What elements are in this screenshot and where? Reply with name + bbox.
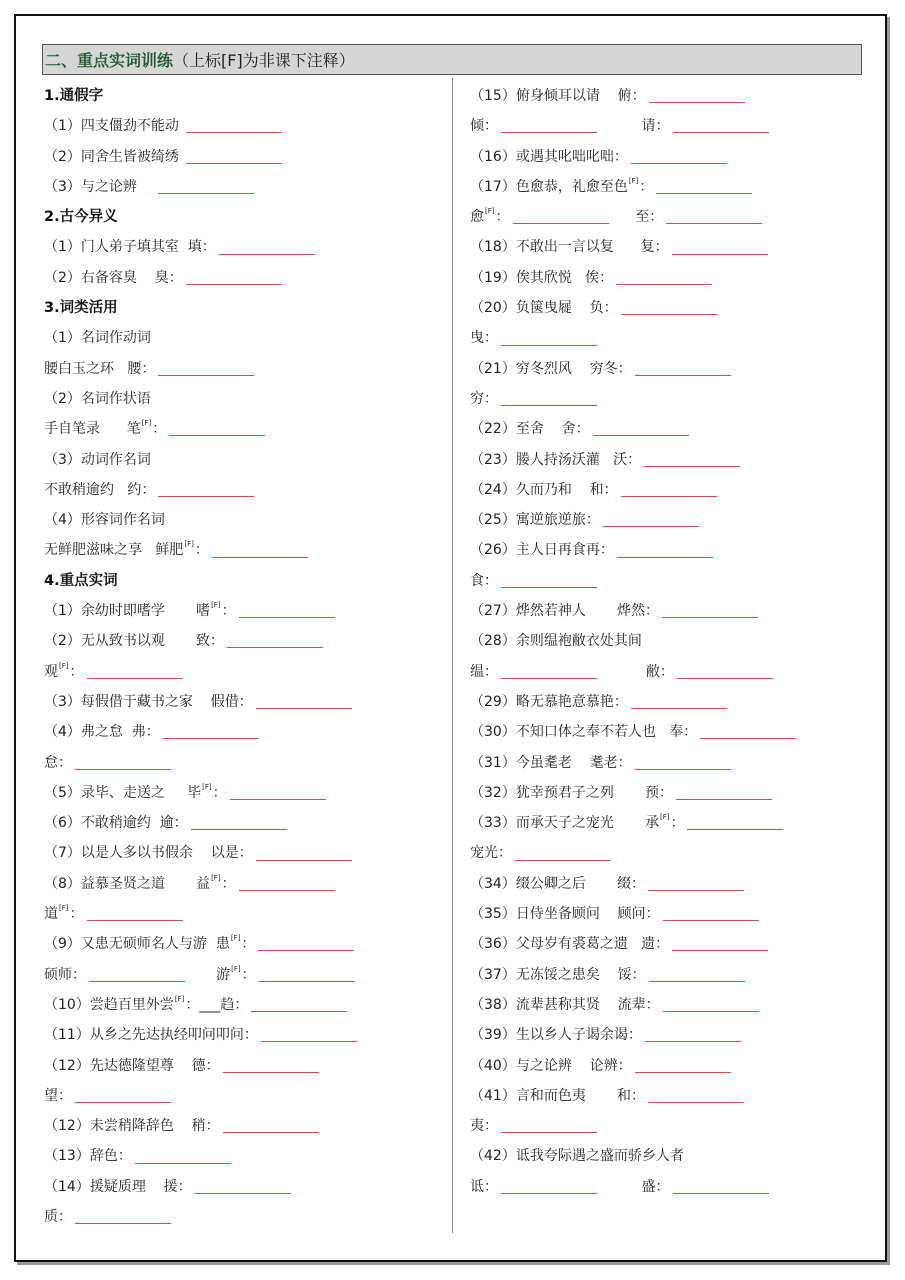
line-text: （15）俯身倾耳以请 俯：: [470, 88, 646, 104]
answer-blank[interactable]: [89, 968, 185, 982]
exercise-line: [470, 899, 870, 929]
line-text: （30）不知口体之奉不若人也 奉：: [470, 724, 698, 741]
line-text: （1）名词作动词: [44, 330, 151, 347]
line-text: （1）门人弟子填其室 填：: [44, 239, 216, 256]
answer-blank[interactable]: [261, 1028, 357, 1042]
exercise-line: [44, 687, 444, 717]
answer-blank[interactable]: [593, 422, 689, 436]
line-text: （39）生以乡人子谒余谒：: [470, 1027, 642, 1044]
line-text: （42）诋我夸际遇之盛而骄乡人者: [470, 1148, 684, 1165]
answer-blank[interactable]: [186, 150, 282, 164]
answer-blank[interactable]: [672, 937, 768, 951]
exercise-line: [470, 566, 870, 596]
line-text: （9）又患无硕师名人与游 患: [44, 936, 230, 953]
line-text: ：: [241, 966, 256, 983]
answer-blank[interactable]: [259, 968, 355, 982]
exercise-line: [44, 1020, 444, 1050]
line-text: 敝：: [597, 663, 674, 680]
subsection-heading: [44, 81, 444, 111]
column-divider: [452, 78, 453, 1233]
answer-blank[interactable]: [223, 1119, 319, 1133]
line-text: 盛：: [597, 1178, 670, 1195]
answer-blank[interactable]: [501, 332, 597, 346]
exercise-line: [44, 505, 444, 535]
line-text: （25）寓逆旅逆旅：: [470, 512, 600, 529]
line-text: 请：: [597, 118, 670, 135]
exercise-line: [44, 626, 444, 656]
answer-blank[interactable]: [631, 150, 727, 164]
exercise-line: [470, 1020, 870, 1050]
answer-blank[interactable]: [649, 89, 745, 103]
line-text: （2）同舍生皆被绮绣: [44, 148, 184, 165]
line-text: 宠光：: [470, 845, 512, 862]
answer-blank[interactable]: [687, 816, 783, 830]
answer-blank[interactable]: [230, 786, 326, 800]
answer-blank[interactable]: [256, 695, 352, 709]
line-text: （23）媵人持汤沃灌 沃：: [470, 451, 642, 468]
exercise-line: [470, 293, 870, 323]
answer-blank[interactable]: [239, 604, 335, 618]
exercise-line: [470, 1141, 870, 1171]
exercise-line: [470, 142, 870, 172]
superscript-mark: [F]: [485, 207, 495, 216]
line-text: （12）先达德隆望尊 德：: [44, 1057, 220, 1074]
section-title: 二、重点实词训练: [45, 51, 174, 70]
line-text: （27）烨然若神人 烨然：: [470, 603, 659, 620]
exercise-line: [44, 929, 444, 959]
line-text: 2.古今异义: [44, 209, 118, 226]
answer-blank[interactable]: [501, 1119, 597, 1133]
exercise-line: [470, 81, 870, 111]
line-text: （38）流辈甚称其贤 流辈：: [470, 996, 660, 1013]
answer-blank[interactable]: [223, 1059, 319, 1073]
answer-blank[interactable]: [163, 725, 259, 739]
superscript-mark: [F]: [659, 813, 670, 822]
line-text: ：: [241, 936, 256, 953]
line-text: ：: [221, 875, 236, 892]
answer-blank[interactable]: [169, 422, 265, 436]
answer-blank[interactable]: [672, 241, 768, 255]
exercise-line: [44, 1081, 444, 1111]
line-text: （28）余则缊袍敝衣处其间: [470, 633, 642, 650]
line-text: ：: [69, 663, 84, 680]
exercise-line: [470, 929, 870, 959]
exercise-line: [470, 475, 870, 505]
line-text: （31）今虽耄老 耄老：: [470, 754, 632, 771]
line-text: （20）负箧曳屣 负：: [470, 300, 618, 317]
line-text: ：: [194, 542, 209, 559]
line-text: 游: [185, 966, 231, 983]
answer-blank[interactable]: [648, 1089, 744, 1103]
line-text: 缊：: [470, 663, 498, 680]
exercise-line: [470, 1051, 870, 1081]
answer-blank[interactable]: [666, 210, 762, 224]
exercise-line: [470, 535, 870, 565]
superscript-mark: [F]: [202, 782, 212, 791]
left-column: [44, 81, 444, 1232]
line-text: 质：: [44, 1208, 72, 1225]
superscript-mark: [F]: [628, 176, 639, 185]
line-text: （2）右备容臭 臭：: [44, 269, 183, 286]
subsection-heading: [44, 566, 444, 596]
exercise-line: [44, 1172, 444, 1202]
exercise-line: [44, 263, 444, 293]
answer-blank[interactable]: [75, 1210, 171, 1224]
answer-blank[interactable]: [617, 544, 713, 558]
answer-blank[interactable]: [631, 695, 727, 709]
line-text: （1）四支僵劲不能动: [44, 118, 184, 135]
line-text: （2）无从致书以观 致：: [44, 633, 225, 650]
line-text: （3）动词作名词: [44, 451, 151, 468]
line-text: （18）不敢出一言以复 复：: [470, 239, 669, 256]
answer-blank[interactable]: [663, 907, 759, 921]
exercise-line: [44, 960, 444, 990]
line-text: （10）尝趋百里外尝: [44, 996, 174, 1013]
exercise-line: [470, 657, 870, 687]
answer-blank[interactable]: [186, 271, 282, 285]
answer-blank[interactable]: [676, 786, 772, 800]
section-header: [42, 44, 862, 75]
answer-blank[interactable]: [212, 544, 308, 558]
line-text: 腰白玉之环 腰：: [44, 360, 156, 377]
line-text: （37）无冻馁之患矣 馁：: [470, 966, 646, 983]
line-text: ：: [152, 421, 167, 438]
answer-blank[interactable]: [75, 756, 171, 770]
line-text: （3）与之论辨: [44, 178, 155, 195]
answer-blank[interactable]: [87, 907, 183, 921]
line-text: 1.通假字: [44, 88, 104, 104]
answer-blank[interactable]: [239, 877, 335, 891]
line-text: ：: [69, 906, 84, 923]
line-text: 怠：: [44, 754, 72, 771]
exercise-line: [470, 717, 870, 747]
exercise-line: [470, 748, 870, 778]
exercise-line: [44, 1051, 444, 1081]
exercise-line: [44, 232, 444, 262]
line-text: （1）余幼时即嗜学 嗜: [44, 603, 211, 620]
superscript-mark: [F]: [174, 994, 185, 1003]
answer-blank[interactable]: [501, 665, 597, 679]
exercise-line: [470, 232, 870, 262]
answer-blank[interactable]: [700, 725, 796, 739]
line-text: 食：: [470, 572, 498, 589]
answer-blank[interactable]: [645, 1028, 741, 1042]
exercise-line: [44, 354, 444, 384]
exercise-line: [44, 1111, 444, 1141]
exercise-line: [470, 1172, 870, 1202]
answer-blank[interactable]: [158, 180, 254, 194]
exercise-line: [44, 717, 444, 747]
exercise-line: [470, 323, 870, 353]
superscript-mark: [F]: [59, 904, 69, 913]
exercise-line: [44, 596, 444, 626]
exercise-line: [470, 687, 870, 717]
answer-blank[interactable]: [663, 998, 759, 1012]
answer-blank[interactable]: [195, 1180, 291, 1194]
line-text: （7）以是人多以书假余 以是：: [44, 845, 253, 862]
line-text: （26）主人日再食再：: [470, 542, 614, 559]
exercise-line: [470, 445, 870, 475]
answer-blank[interactable]: [501, 392, 597, 406]
line-text: （6）不敢稍逾约 逾：: [44, 815, 188, 832]
exercise-line: [44, 1202, 444, 1232]
answer-blank[interactable]: [621, 301, 717, 315]
answer-blank[interactable]: [186, 119, 282, 133]
answer-blank[interactable]: [656, 180, 752, 194]
line-text: 无鲜肥滋味之享 鲜肥: [44, 542, 184, 559]
line-text: （24）久而乃和 和：: [470, 481, 618, 498]
section-note: （上标[F]为非课下注释）: [173, 51, 355, 70]
line-text: ：: [639, 178, 654, 195]
answer-blank[interactable]: [513, 210, 609, 224]
line-text: （35）日侍坐备顾问 顾问：: [470, 906, 660, 923]
line-text: 道: [44, 906, 58, 923]
exercise-line: [44, 990, 444, 1020]
exercise-line: [470, 808, 870, 838]
exercise-line: [44, 778, 444, 808]
line-text: （13）辞色：: [44, 1148, 132, 1165]
line-text: （14）援疑质理 援：: [44, 1178, 192, 1195]
superscript-mark: [F]: [141, 419, 152, 428]
exercise-line: [44, 414, 444, 444]
answer-blank[interactable]: [621, 483, 717, 497]
exercise-line: [470, 414, 870, 444]
answer-blank[interactable]: [501, 119, 597, 133]
line-text: （19）俟其欣悦 俟：: [470, 269, 614, 286]
answer-blank[interactable]: [251, 998, 347, 1012]
line-text: （3）每假借于藏书之家 假借：: [44, 693, 253, 710]
answer-blank[interactable]: [635, 1059, 731, 1073]
exercise-line: [44, 808, 444, 838]
exercise-line: [44, 111, 444, 141]
answer-blank[interactable]: [501, 1180, 597, 1194]
answer-blank[interactable]: [191, 816, 287, 830]
line-text: 不敢稍逾约 约：: [44, 481, 156, 498]
line-text: （12）未尝稍降辞色 稍：: [44, 1118, 220, 1135]
exercise-line: [44, 748, 444, 778]
superscript-mark: [F]: [211, 601, 221, 610]
subsection-heading: [44, 202, 444, 232]
line-text: （4）弗之怠 弗：: [44, 724, 160, 741]
line-text: （17）色愈恭，礼愈至色: [470, 178, 628, 195]
superscript-mark: [F]: [59, 661, 69, 670]
exercise-line: [44, 142, 444, 172]
answer-blank[interactable]: [635, 362, 731, 376]
line-text: 手自笔录 笔: [44, 421, 141, 438]
line-text: 愈: [470, 209, 484, 226]
answer-blank[interactable]: [227, 634, 323, 648]
line-text: （2）名词作状语: [44, 390, 151, 407]
exercise-line: [470, 263, 870, 293]
line-text: （29）略无慕艳意慕艳：: [470, 693, 628, 710]
superscript-mark: [F]: [230, 934, 241, 943]
exercise-line: [470, 202, 870, 232]
line-text: （11）从乡之先达执经叩问叩问：: [44, 1027, 258, 1044]
line-text: （33）而承天子之宠光 承: [470, 815, 659, 832]
exercise-line: [44, 384, 444, 414]
line-text: 倾：: [470, 118, 498, 135]
exercise-line: [44, 445, 444, 475]
answer-blank[interactable]: [87, 665, 183, 679]
line-text: 4.重点实词: [44, 572, 118, 589]
line-text: 硕师：: [44, 966, 86, 983]
line-text: 观: [44, 663, 58, 680]
answer-blank[interactable]: [158, 483, 254, 497]
answer-blank[interactable]: [158, 362, 254, 376]
exercise-line: [470, 869, 870, 899]
line-text: （8）益慕圣贤之道 益: [44, 875, 211, 892]
answer-blank[interactable]: [515, 847, 611, 861]
answer-blank[interactable]: [258, 937, 354, 951]
line-text: （34）缀公卿之后 缀：: [470, 875, 645, 892]
answer-blank[interactable]: [616, 271, 712, 285]
superscript-mark: [F]: [211, 873, 221, 882]
exercise-line: [44, 899, 444, 929]
line-text: （4）形容词作名词: [44, 512, 165, 529]
answer-blank[interactable]: [256, 847, 352, 861]
answer-blank[interactable]: [673, 1180, 769, 1194]
answer-blank[interactable]: [648, 877, 744, 891]
exercise-line: [44, 657, 444, 687]
line-text: 望：: [44, 1087, 72, 1104]
answer-blank[interactable]: [662, 604, 758, 618]
line-text: （36）父母岁有裘葛之遗 遗：: [470, 936, 670, 953]
exercise-line: [44, 535, 444, 565]
exercise-line: [470, 384, 870, 414]
line-text: 夷：: [470, 1118, 498, 1135]
answer-blank[interactable]: [673, 119, 769, 133]
line-text: 3.词类活用: [44, 300, 118, 317]
line-text: （21）穷冬烈风 穷冬：: [470, 360, 632, 377]
exercise-line: [44, 475, 444, 505]
line-text: ：___趋：: [185, 996, 249, 1013]
answer-blank[interactable]: [501, 574, 597, 588]
exercise-line: [44, 172, 444, 202]
exercise-line: [44, 869, 444, 899]
answer-blank[interactable]: [75, 1089, 171, 1103]
answer-blank[interactable]: [649, 968, 745, 982]
exercise-line: [470, 172, 870, 202]
line-text: ：: [495, 209, 510, 226]
exercise-line: [470, 838, 870, 868]
exercise-line: [470, 505, 870, 535]
exercise-line: [44, 1141, 444, 1171]
line-text: 至：: [608, 209, 664, 226]
answer-blank[interactable]: [603, 513, 699, 527]
exercise-line: [470, 111, 870, 141]
answer-blank[interactable]: [219, 241, 315, 255]
answer-blank[interactable]: [644, 453, 740, 467]
line-text: ：: [670, 815, 685, 832]
line-text: （41）言和而色夷 和：: [470, 1087, 645, 1104]
exercise-line: [44, 838, 444, 868]
line-text: 穷：: [470, 390, 498, 407]
exercise-line: [470, 1111, 870, 1141]
exercise-line: [470, 1081, 870, 1111]
line-text: 曳：: [470, 330, 498, 347]
superscript-mark: [F]: [231, 964, 241, 973]
subsection-heading: [44, 293, 444, 323]
answer-blank[interactable]: [677, 665, 773, 679]
exercise-line: [470, 354, 870, 384]
line-text: （5）录毕、走送之 毕: [44, 784, 202, 801]
line-text: （16）或遇其叱咄叱咄：: [470, 148, 628, 165]
line-text: ：: [221, 603, 236, 620]
exercise-line: [470, 990, 870, 1020]
line-text: 诋：: [470, 1178, 498, 1195]
exercise-line: [470, 626, 870, 656]
line-text: （22）至舍 舍：: [470, 421, 590, 438]
line-text: （32）犹幸预君子之列 预：: [470, 784, 673, 801]
exercise-line: [44, 323, 444, 353]
exercise-line: [470, 596, 870, 626]
line-text: （40）与之论辨 论辨：: [470, 1057, 632, 1074]
line-text: ：: [212, 784, 227, 801]
exercise-line: [470, 960, 870, 990]
right-column: [470, 81, 870, 1202]
answer-blank[interactable]: [635, 756, 731, 770]
exercise-line: [470, 778, 870, 808]
superscript-mark: [F]: [184, 540, 194, 549]
answer-blank[interactable]: [135, 1150, 231, 1164]
